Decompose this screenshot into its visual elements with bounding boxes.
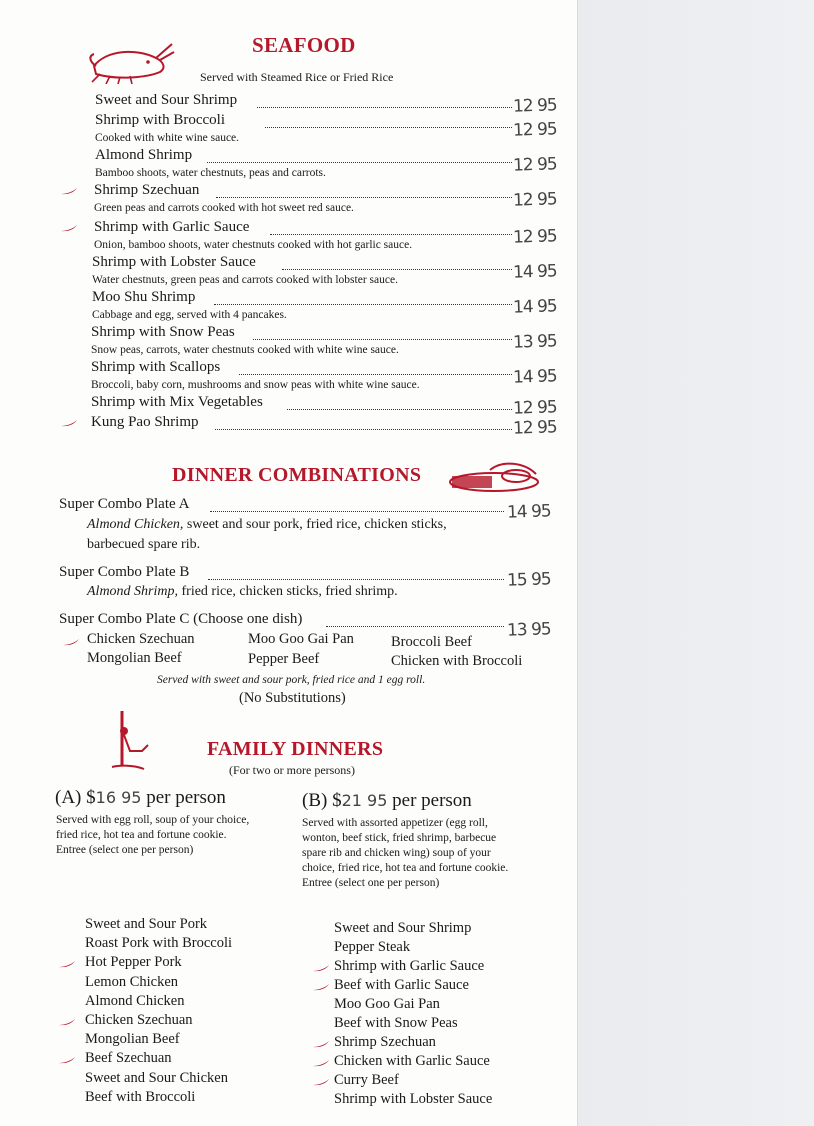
seafood-item-price: 12 95 bbox=[512, 189, 558, 211]
combo-b-desc-italic: Almond Shrimp, bbox=[87, 584, 178, 599]
seafood-item-name: Shrimp with Lobster Sauce bbox=[92, 254, 256, 270]
family-b-heading bbox=[302, 790, 472, 812]
combos-title: DINNER COMBINATIONS bbox=[172, 464, 422, 486]
no-substitutions: (No Substitutions) bbox=[239, 690, 346, 706]
combo-a-desc-italic: Almond Chicken, bbox=[87, 517, 184, 532]
lobster-icon bbox=[86, 36, 176, 84]
combo-c-price: 13 95 bbox=[506, 619, 552, 641]
combo-b-dots bbox=[208, 579, 504, 580]
seafood-item-name: Almond Shrimp bbox=[95, 147, 193, 163]
chili-pepper-icon bbox=[312, 1059, 330, 1067]
chili-pepper-icon bbox=[312, 1078, 330, 1086]
family-b-price: 21 95 bbox=[341, 791, 388, 810]
combo-b-price: 15 95 bbox=[506, 569, 552, 591]
combo-c-note: Served with sweet and sour pork, fried rice and 1 egg roll. bbox=[157, 674, 426, 686]
family-a-entree: Chicken Szechuan bbox=[85, 1012, 193, 1028]
seafood-item-dots bbox=[282, 269, 512, 270]
seafood-item-price: 12 95 bbox=[512, 95, 558, 117]
seafood-item-dots bbox=[265, 127, 512, 128]
seafood-item-price: 12 95 bbox=[512, 154, 558, 176]
seafood-item-price: 12 95 bbox=[512, 226, 558, 248]
seafood-item-name: Shrimp Szechuan bbox=[94, 182, 200, 198]
family-a-suffix: per person bbox=[141, 787, 226, 808]
combo-b-name: Super Combo Plate B bbox=[59, 564, 190, 580]
family-subtitle: (For two or more persons) bbox=[229, 763, 355, 777]
seafood-item-name: Sweet and Sour Shrimp bbox=[95, 92, 238, 108]
seafood-item-price: 14 95 bbox=[512, 366, 558, 388]
waiter-icon bbox=[108, 707, 154, 773]
seafood-item-dots bbox=[239, 374, 512, 375]
seafood-item-price: 12 95 bbox=[512, 417, 558, 439]
combo-a-dots bbox=[210, 511, 504, 512]
chili-pepper-icon bbox=[60, 224, 78, 232]
seafood-item-name: Shrimp with Garlic Sauce bbox=[94, 219, 250, 235]
family-a-entree: Hot Pepper Pork bbox=[85, 954, 182, 971]
family-a-price: 16 95 bbox=[95, 788, 142, 807]
seafood-item-desc: Broccoli, baby corn, mushrooms and snow peas with white wine sauce. bbox=[91, 379, 420, 391]
seafood-item-desc: Cabbage and egg, served with 4 pancakes. bbox=[92, 309, 287, 321]
combo-b-desc-rest: fried rice, chicken sticks, fried shrimp. bbox=[178, 584, 398, 599]
seafood-item-desc: Bamboo shoots, water chestnuts, peas and carrots. bbox=[95, 167, 326, 179]
family-b-entree: Beef with Garlic Sauce bbox=[334, 977, 469, 993]
seafood-item-dots bbox=[214, 304, 512, 305]
seafood-item-price: 12 95 bbox=[512, 119, 558, 141]
chili-pepper-icon bbox=[60, 187, 78, 195]
family-b-entree: Shrimp Szechuan bbox=[334, 1034, 436, 1050]
chili-pepper-icon bbox=[62, 638, 80, 646]
seafood-item-name: Shrimp with Snow Peas bbox=[91, 324, 235, 340]
combo-a-name: Super Combo Plate A bbox=[59, 496, 190, 512]
seafood-item-price: 12 95 bbox=[512, 397, 558, 419]
seafood-item-desc: Snow peas, carrots, water chestnuts cooked with white wine sauce. bbox=[91, 344, 399, 356]
seafood-item-price: 14 95 bbox=[512, 296, 558, 318]
scan-background bbox=[577, 0, 814, 1126]
seafood-title: SEAFOOD bbox=[252, 33, 356, 57]
combo-a-desc-line2: barbecued spare rib. bbox=[87, 537, 201, 552]
family-b-desc-line: wonton, beef stick, fried shrimp, barbecue bbox=[302, 832, 497, 844]
family-b-desc-line: spare rib and chicken wing) soup of your bbox=[302, 847, 491, 859]
seafood-item-dots bbox=[215, 429, 512, 430]
family-b-entree: Beef with Snow Peas bbox=[334, 1015, 458, 1031]
family-b-entree: Sweet and Sour Shrimp bbox=[334, 920, 472, 936]
seafood-item-desc: Water chestnuts, green peas and carrots cooked with lobster sauce. bbox=[92, 274, 398, 286]
combo-choice: Chicken Szechuan bbox=[87, 631, 195, 647]
family-a-entree: Beef with Broccoli bbox=[85, 1088, 196, 1105]
family-a-desc-line: Served with egg roll, soup of your choice, bbox=[56, 814, 250, 826]
seafood-item-desc: Cooked with white wine sauce. bbox=[95, 132, 240, 144]
seafood-subtitle: Served with Steamed Rice or Fried Rice bbox=[200, 70, 394, 84]
chili-pepper-icon bbox=[58, 1018, 76, 1026]
combo-a-desc bbox=[87, 517, 447, 533]
family-a-entree: Mongolian Beef bbox=[85, 1031, 180, 1048]
family-a-entree: Roast Pork with Broccoli bbox=[85, 935, 233, 952]
combo-c-dots bbox=[326, 626, 504, 627]
seafood-item-desc: Onion, bamboo shoots, water chestnuts cooked with hot garlic sauce. bbox=[94, 239, 413, 251]
combo-choice: Broccoli Beef bbox=[391, 634, 472, 650]
chili-pepper-icon bbox=[58, 960, 76, 968]
chili-pepper-icon bbox=[312, 1040, 330, 1048]
family-a-entree: Sweet and Sour Pork bbox=[85, 916, 208, 932]
platter-icon bbox=[446, 456, 542, 496]
combo-b-desc bbox=[87, 584, 398, 600]
seafood-item-name: Kung Pao Shrimp bbox=[91, 414, 199, 430]
seafood-item-dots bbox=[270, 234, 512, 235]
family-a-label: (A) $ bbox=[55, 787, 96, 808]
family-b-entree: Moo Goo Gai Pan bbox=[334, 996, 440, 1012]
family-a-heading bbox=[55, 787, 226, 809]
seafood-item-name: Moo Shu Shrimp bbox=[92, 289, 196, 305]
family-b-entree: Shrimp with Lobster Sauce bbox=[334, 1091, 493, 1107]
seafood-item-name: Shrimp with Mix Vegetables bbox=[91, 394, 263, 410]
seafood-item-dots bbox=[216, 197, 512, 198]
family-b-label: (B) $ bbox=[302, 790, 342, 811]
combo-choice: Moo Goo Gai Pan bbox=[248, 631, 354, 647]
family-b-entree: Shrimp with Garlic Sauce bbox=[334, 958, 485, 974]
chili-pepper-icon bbox=[312, 964, 330, 972]
family-b-suffix: per person bbox=[387, 790, 472, 811]
seafood-item-price: 13 95 bbox=[512, 331, 558, 353]
seafood-item-price: 14 95 bbox=[512, 261, 558, 283]
seafood-item-desc: Green peas and carrots cooked with hot sweet red sauce. bbox=[94, 202, 354, 214]
family-a-desc-line: fried rice, hot tea and fortune cookie. bbox=[56, 829, 227, 841]
seafood-item-name: Shrimp with Broccoli bbox=[95, 112, 225, 128]
combo-choice: Chicken with Broccoli bbox=[391, 653, 523, 669]
family-b-desc-line: Entree (select one per person) bbox=[302, 877, 440, 889]
family-a-entree: Beef Szechuan bbox=[85, 1050, 172, 1067]
family-a-entree: Sweet and Sour Chicken bbox=[85, 1069, 228, 1086]
chili-pepper-icon bbox=[58, 1056, 76, 1064]
combo-c-name: Super Combo Plate C (Choose one dish) bbox=[59, 611, 303, 627]
seafood-item-dots bbox=[253, 339, 512, 340]
family-a-entree: Almond Chicken bbox=[85, 992, 185, 1009]
family-a-desc-line: Entree (select one per person) bbox=[56, 844, 194, 856]
combo-a-price: 14 95 bbox=[506, 501, 552, 523]
seafood-item-dots bbox=[257, 107, 512, 108]
combo-choice: Pepper Beef bbox=[248, 651, 320, 667]
family-b-entree: Pepper Steak bbox=[334, 939, 411, 955]
combo-a-desc-rest: sweet and sour pork, fried rice, chicken sticks, bbox=[183, 517, 447, 532]
seafood-item-name: Shrimp with Scallops bbox=[91, 359, 221, 375]
seafood-item-dots bbox=[207, 162, 512, 163]
family-title: FAMILY DINNERS bbox=[207, 738, 384, 760]
family-b-desc-line: choice, fried rice, hot tea and fortune cookie. bbox=[302, 862, 509, 874]
chili-pepper-icon bbox=[312, 983, 330, 991]
family-b-entree: Chicken with Garlic Sauce bbox=[334, 1053, 490, 1069]
family-b-desc-line: Served with assorted appetizer (egg roll, bbox=[302, 817, 488, 829]
combo-choice: Mongolian Beef bbox=[87, 650, 182, 666]
family-a-entree: Lemon Chicken bbox=[85, 973, 179, 990]
chili-pepper-icon bbox=[60, 419, 78, 427]
family-b-entree: Curry Beef bbox=[334, 1072, 399, 1088]
seafood-item-dots bbox=[287, 409, 512, 410]
